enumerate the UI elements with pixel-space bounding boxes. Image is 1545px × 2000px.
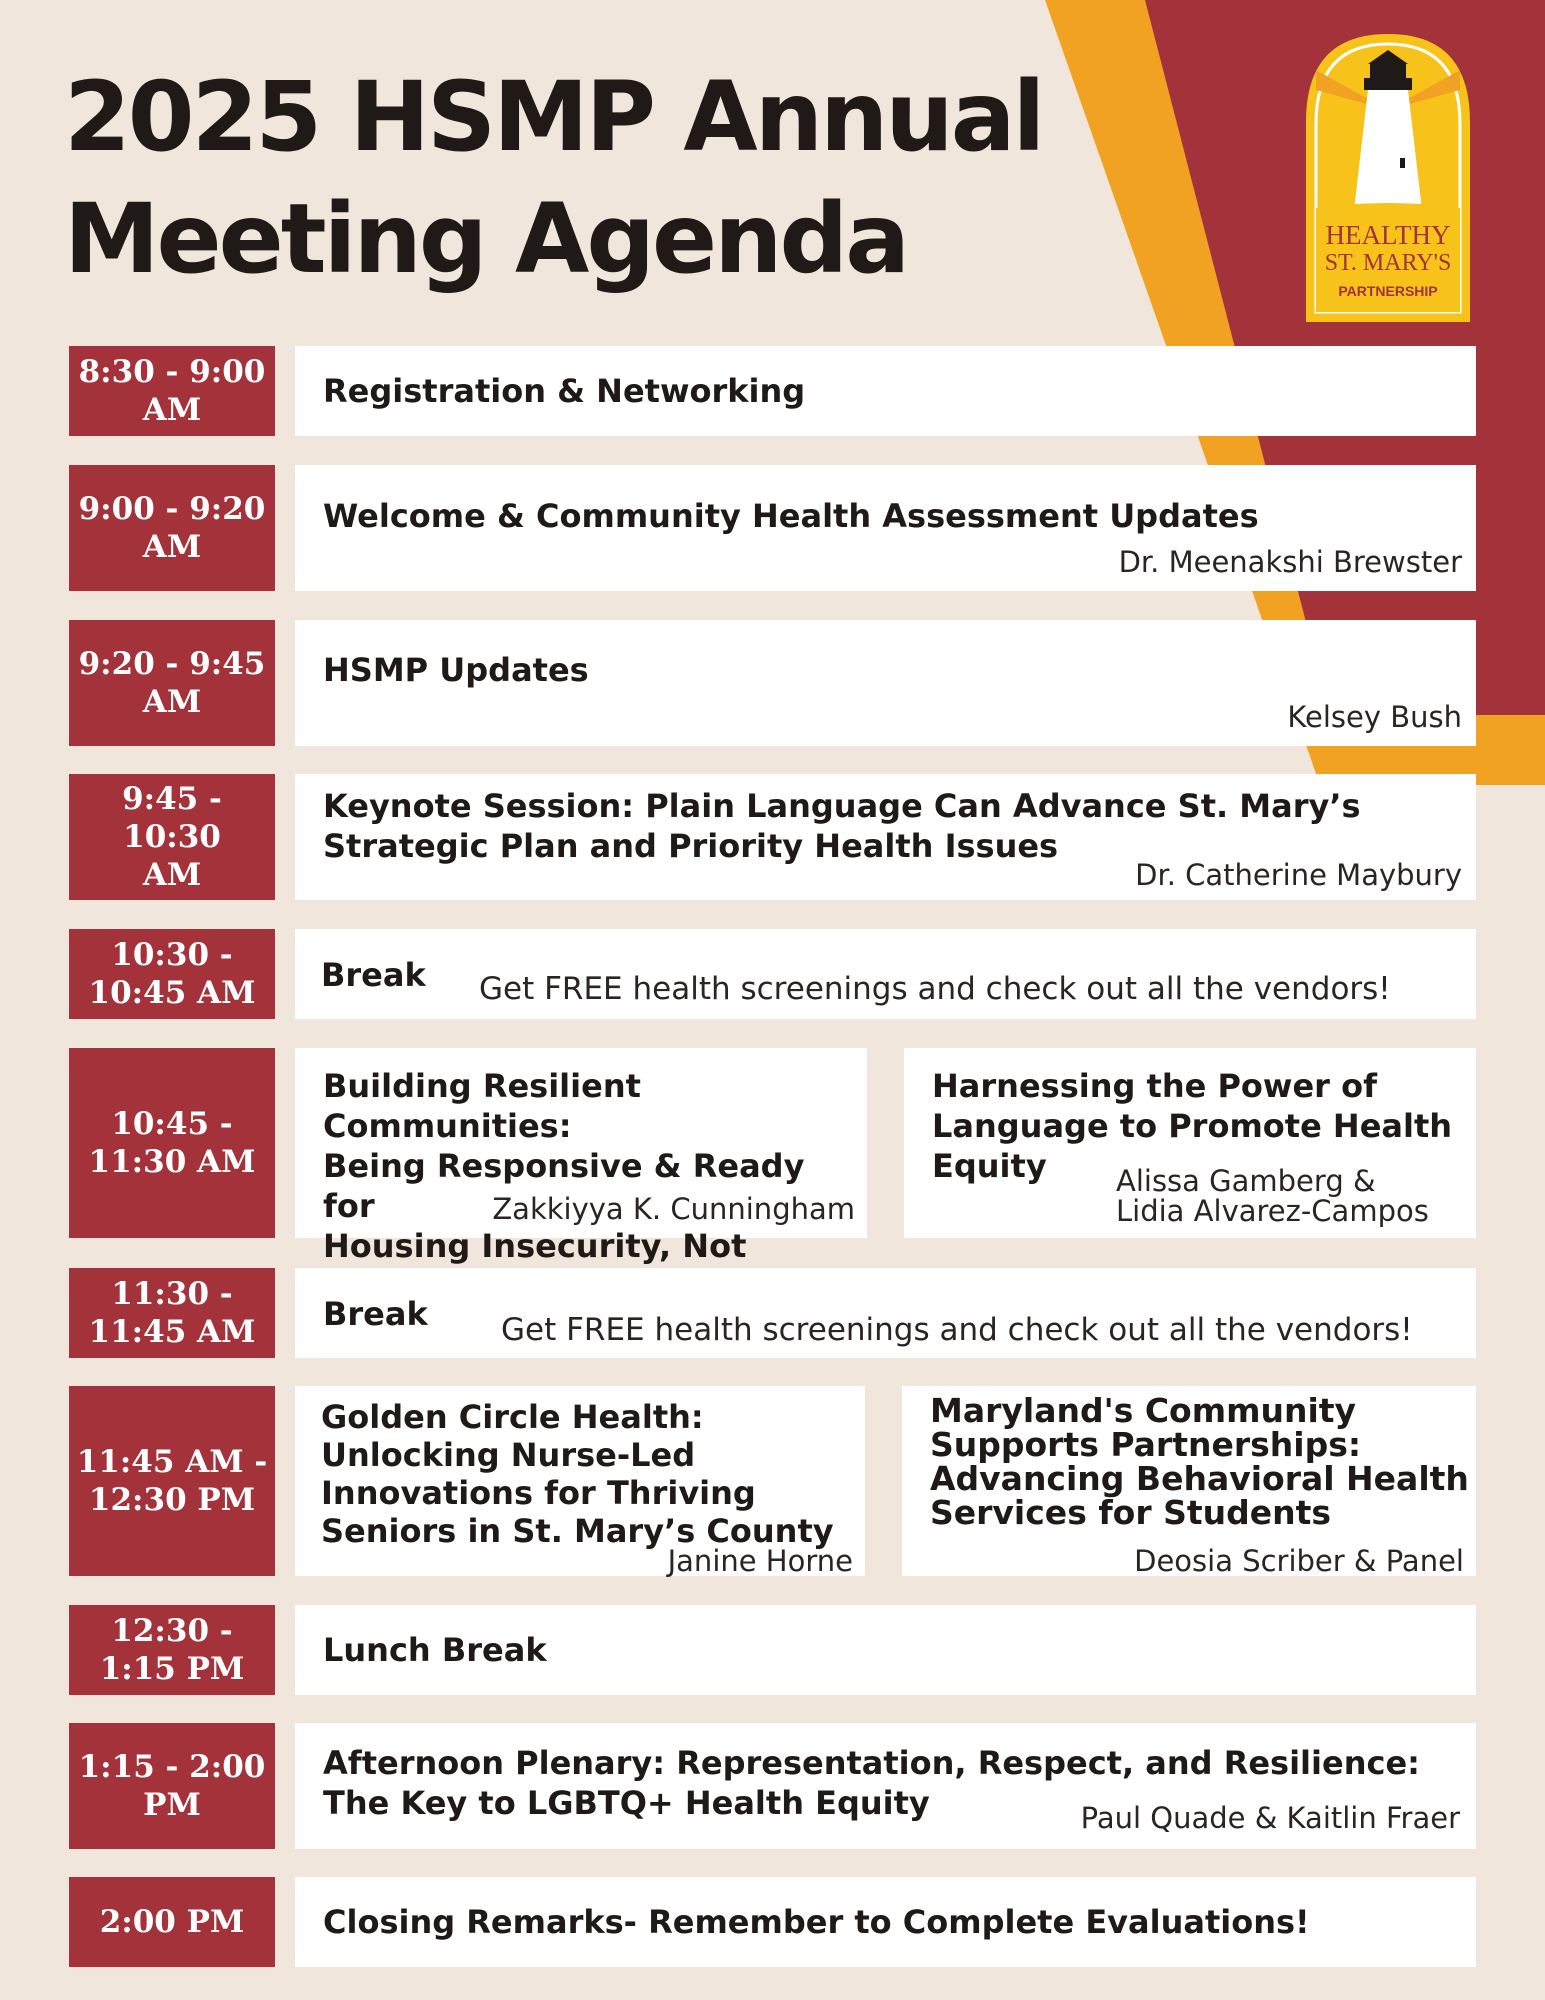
time-slot: 11:45 AM - 12:30 PM	[69, 1386, 275, 1576]
session-title: Maryland's Community Supports Partnerships: Advancing Behavioral Health Services for Students	[930, 1391, 1469, 1532]
time-slot: 1:15 - 2:00 PM	[69, 1723, 275, 1849]
time-slot: 9:20 - 9:45 AM	[69, 620, 275, 746]
time-slot: 10:30 - 10:45 AM	[69, 929, 275, 1019]
time-slot: 10:45 - 11:30 AM	[69, 1048, 275, 1238]
session-title: Registration & Networking	[323, 372, 806, 410]
speaker-name: Dr. Catherine Maybury	[1135, 858, 1462, 892]
logo-text-healthy: HEALTHY	[1325, 220, 1451, 250]
agenda-item	[295, 1605, 1476, 1695]
session-title: Building Resilient Communities: Being Responsive & Ready for Housing Insecurity, Not	[323, 1067, 805, 1265]
breakout-session	[904, 1048, 1476, 1238]
agenda-item	[295, 1268, 1476, 1358]
agenda-item	[295, 774, 1476, 900]
breakout-session	[295, 1386, 865, 1576]
speaker-name: Paul Quade & Kaitlin Fraer	[1080, 1801, 1460, 1835]
speaker-name: Kelsey Bush	[1287, 700, 1462, 734]
time-slot: 2:00 PM	[69, 1877, 275, 1967]
speaker-name: Janine Horne	[667, 1544, 853, 1578]
session-title: Harnessing the Power of Language to Promote Health Equity	[932, 1067, 1453, 1185]
breakout-session	[902, 1386, 1476, 1576]
time-slot: 9:00 - 9:20 AM	[69, 465, 275, 591]
agenda-item	[295, 346, 1476, 436]
time-slot: 11:30 - 11:45 AM	[69, 1268, 275, 1358]
speaker-name: Zakkiyya K. Cunningham	[492, 1192, 855, 1226]
speaker-name: Deosia Scriber & Panel	[1134, 1544, 1464, 1578]
speaker-name: Dr. Meenakshi Brewster	[1118, 545, 1462, 579]
title-line-2: Meeting Agenda	[64, 183, 907, 295]
session-title: HSMP Updates	[323, 651, 589, 689]
session-title: Break	[323, 1295, 428, 1333]
logo-text-partnership: PARTNERSHIP	[1338, 283, 1438, 299]
agenda-item	[295, 929, 1476, 1019]
agenda-item	[295, 620, 1476, 746]
session-title: Keynote Session: Plain Language Can Advance St. Mary’s Strategic Plan and Priority Health Issues	[323, 787, 1361, 865]
time-slot: 8:30 - 9:00 AM	[69, 346, 275, 436]
session-title: Lunch Break	[323, 1631, 547, 1669]
page-title	[64, 56, 1114, 300]
speaker-name: Alissa Gamberg & Lidia Alvarez-Campos	[1116, 1164, 1429, 1228]
agenda-item	[295, 465, 1476, 591]
title-line-1: 2025 HSMP Annual	[64, 61, 1043, 173]
agenda-item	[295, 1877, 1476, 1967]
time-slot: 9:45 - 10:30 AM	[69, 774, 275, 900]
session-title: Golden Circle Health: Unlocking Nurse-Led Innovations for Thriving Seniors in St. Mary’s County	[321, 1398, 834, 1550]
break-note: Get FREE health screenings and check out all the vendors!	[479, 971, 1391, 1007]
agenda-item	[295, 1723, 1476, 1849]
time-slot: 12:30 - 1:15 PM	[69, 1605, 275, 1695]
break-note: Get FREE health screenings and check out all the vendors!	[501, 1312, 1413, 1348]
session-title: Welcome & Community Health Assessment Updates	[323, 497, 1259, 535]
session-title: Break	[321, 956, 426, 994]
healthy-st-marys-partnership-logo	[1302, 30, 1474, 322]
session-title: Closing Remarks- Remember to Complete Evaluations!	[323, 1903, 1310, 1941]
logo-text-st-marys: ST. MARY'S	[1324, 250, 1452, 276]
breakout-session	[295, 1048, 867, 1265]
session-title: Afternoon Plenary: Representation, Respect, and Resilience: The Key to LGBTQ+ Health Equity	[323, 1744, 1420, 1822]
